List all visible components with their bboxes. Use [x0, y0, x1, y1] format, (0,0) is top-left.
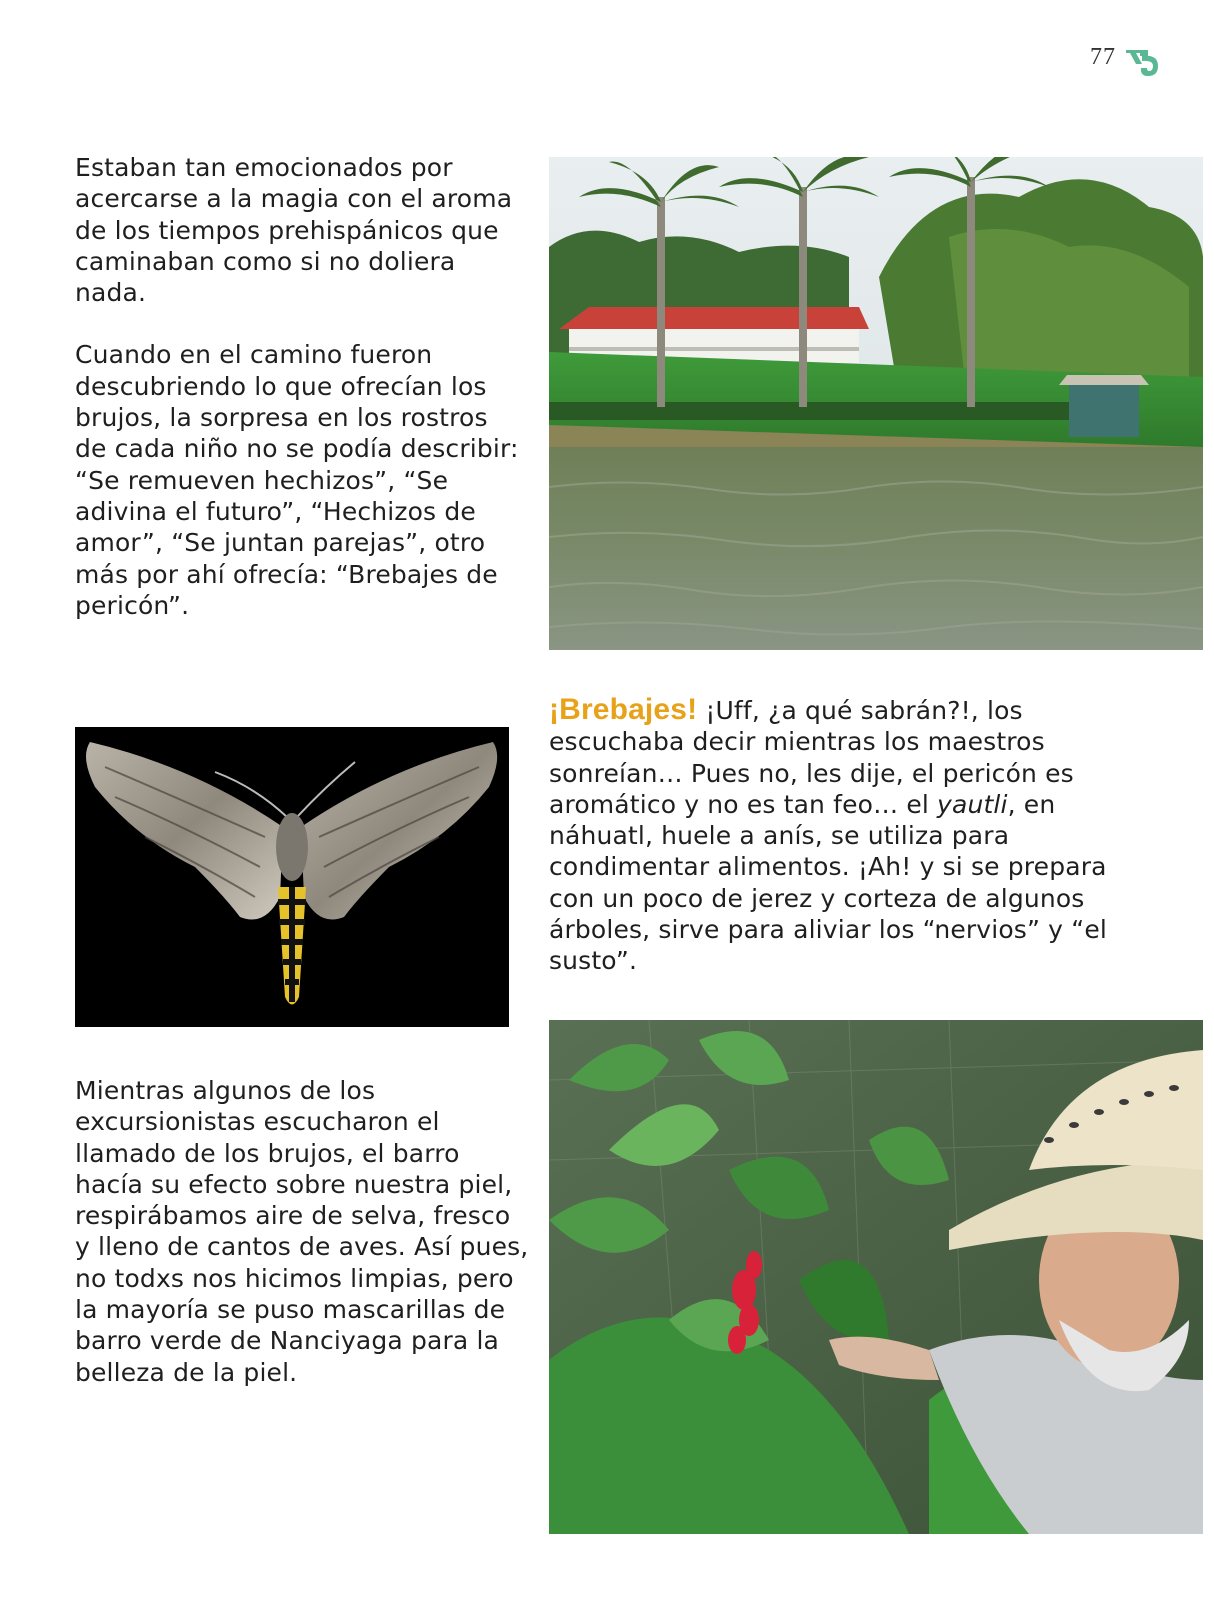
paragraph-brujos: Cuando en el camino fueron descubriendo lo que ofrecían los brujos, la sorpresa en los rostros de cada niño no se podía describir: “Se remueven hechizos”, “Se adivina el futuro”, “Hechizos de amor”, “Se juntan parejas”, otro más por ahí ofrecía: “Brebajes de pericón”.	[75, 340, 519, 620]
green-hook-logo-icon	[1124, 44, 1162, 78]
paragraph-barro: Mientras algunos de los excursionistas escucharon el llamado de los brujos, el barro hacía su efecto sobre nuestra piel, respirábamos aire de selva, fresco y lleno de cantos de aves. Así pues, no todxs nos hicimos limpias, pero la mayoría se puso mascarillas de barro verde de Nanciyaga para la belleza de la piel.	[75, 1076, 529, 1387]
lake-palm-trees-photo	[549, 157, 1203, 650]
page-number: 77	[1090, 44, 1116, 70]
brebajes-text-block	[549, 694, 1129, 977]
paragraph-intro: Estaban tan emocionados por acercarse a la magia con el aroma de los tiempos prehispánicos que caminaban como si no doliera nada.	[75, 153, 513, 308]
man-with-plants-photo	[549, 1020, 1203, 1534]
intro-text-block	[75, 152, 525, 621]
yautli-italic: yautli	[937, 789, 1008, 819]
brebajes-text-part1: ¡Uff, ¿a qué sabrán?!, los escuchaba decir mientras los maestros sonreían… Pues no, les dije, el pericón es aromático y no es tan feo… el	[549, 696, 1074, 819]
paragraph-brebajes	[549, 694, 1129, 977]
moth-photo	[75, 727, 509, 1027]
brebajes-text-part2: , en náhuatl, huele a anís, se utiliza para condimentar alimentos. ¡Ah! y si se prepara con un poco de jerez y corteza de algunos árboles, sirve para aliviar los “nervios” y “el susto”.	[549, 789, 1107, 976]
barro-text-block	[75, 1075, 531, 1388]
brebajes-highlight: ¡Brebajes!	[549, 693, 698, 726]
